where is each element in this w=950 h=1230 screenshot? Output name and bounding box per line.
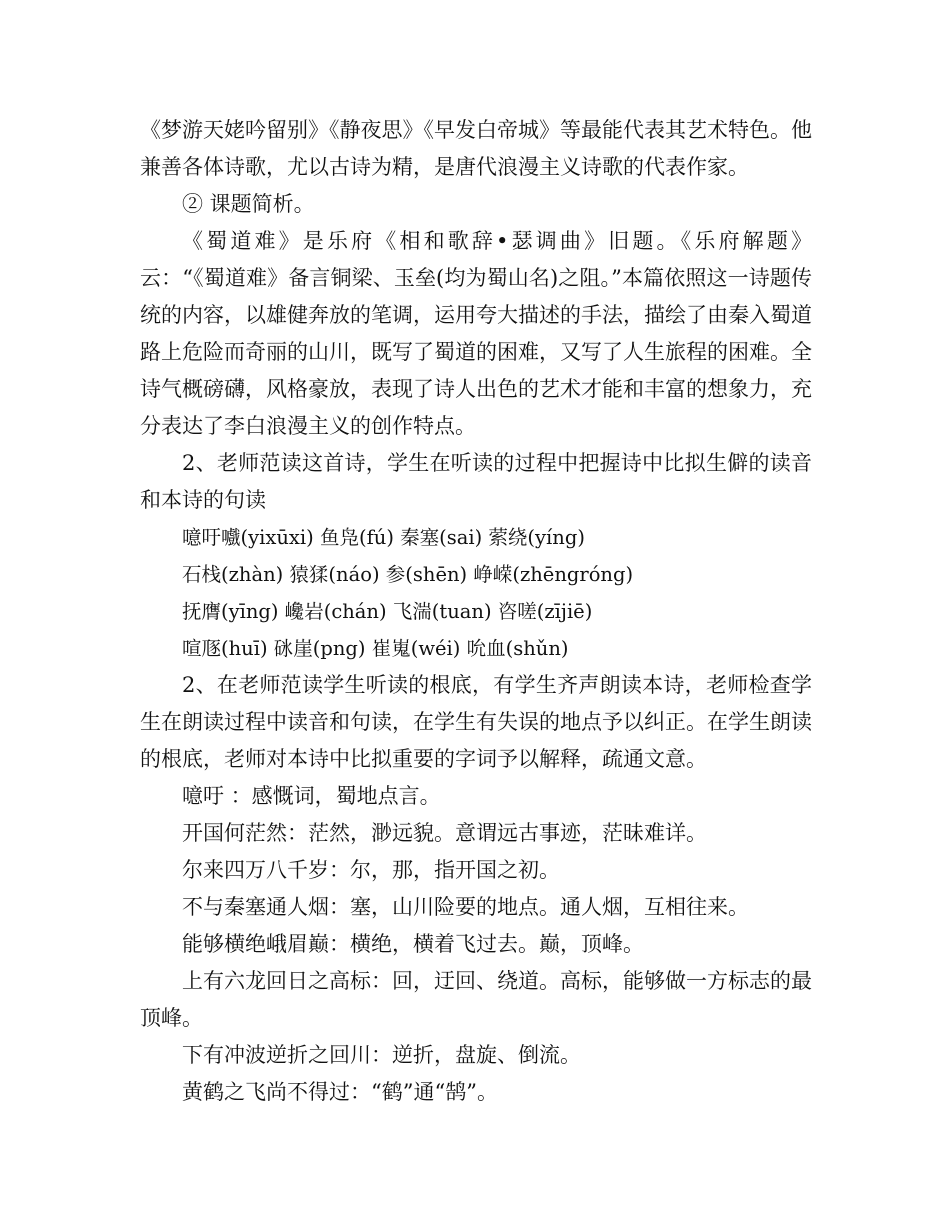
pinyin-line-3: 抚膺(yīng) 巉岩(chán) 飞湍(tuan) 咨嗟(zījiē): [182, 600, 593, 623]
gloss-item: 上有六龙回日之高标：回，迂回、绕道。高标，能够做一方标志的最顶峰。: [140, 969, 812, 1030]
gloss-item: 开国何茫然：茫然，渺远貌。意谓远古事迹，茫昧难详。: [182, 821, 707, 845]
pinyin-line-1: 噫吁嚱(yixūxi) 鱼凫(fú) 秦塞(sai) 萦绕(yíng): [182, 526, 585, 549]
gloss-item: 能够横绝峨眉巅：横绝，横着飞过去。巅，顶峰。: [182, 932, 644, 956]
document-body: [140, 112, 812, 1111]
gloss-item: 下有冲波逆折之回川：逆折，盘旋、倒流。: [182, 1043, 581, 1067]
pinyin-line-4: 喧豗(huī) 砯崖(png) 崔嵬(wéi) 吮血(shǔn): [182, 637, 569, 660]
paragraph-student-reading: 2、在老师范读学生听读的根底，有学生齐声朗读本诗，老师检查学生在朗读过程中读音和句读，在学生有失误的地点予以纠正。在学生朗读的根底，老师对本诗中比拟重要的字词予以解释，疏通文意。: [140, 673, 812, 771]
pinyin-line-2: 石栈(zhàn) 猿猱(náo) 参(shēn) 峥嵘(zhēngróng): [182, 563, 634, 586]
gloss-item: 不与秦塞通人烟：塞，山川险要的地点。通人烟，互相往来。: [182, 895, 749, 919]
gloss-item: 尔来四万八千岁：尔，那，指开国之初。: [182, 858, 560, 882]
paragraph-title-analysis-heading: ② 课题简析。: [182, 192, 315, 216]
gloss-item: 噫吁 ：感慨词，蜀地点言。: [182, 784, 441, 808]
gloss-item: 黄鹤之飞尚不得过：“鹤”通“鹄”。: [182, 1080, 498, 1104]
paragraph-teacher-reading: 2、老师范读这首诗，学生在听读的过程中把握诗中比拟生僻的读音和本诗的句读: [140, 451, 812, 512]
paragraph-poet-intro-end: 《梦游天姥吟留别》《静夜思》《早发白帝城》等最能代表其艺术特色。他兼善各体诗歌，尤以古诗为精，是唐代浪漫主义诗歌的代表作家。: [140, 118, 812, 179]
paragraph-title-analysis: 《蜀道难》是乐府《相和歌辞•瑟调曲》旧题。《乐府解题》云：“《蜀道难》备言铜梁、玉垒(均为蜀山名)之阻。”本篇依照这一诗题传统的内容，以雄健奔放的笔调，运用夸大描述的手法，描绘了由秦入蜀道路上危险而奇丽的山川，既写了蜀道的困难，又写了人生旅程的困难。全诗气概磅礴，风格豪放，表现了诗人出色的艺术才能和丰富的想象力，充分表达了李白浪漫主义的创作特点。: [140, 229, 812, 438]
